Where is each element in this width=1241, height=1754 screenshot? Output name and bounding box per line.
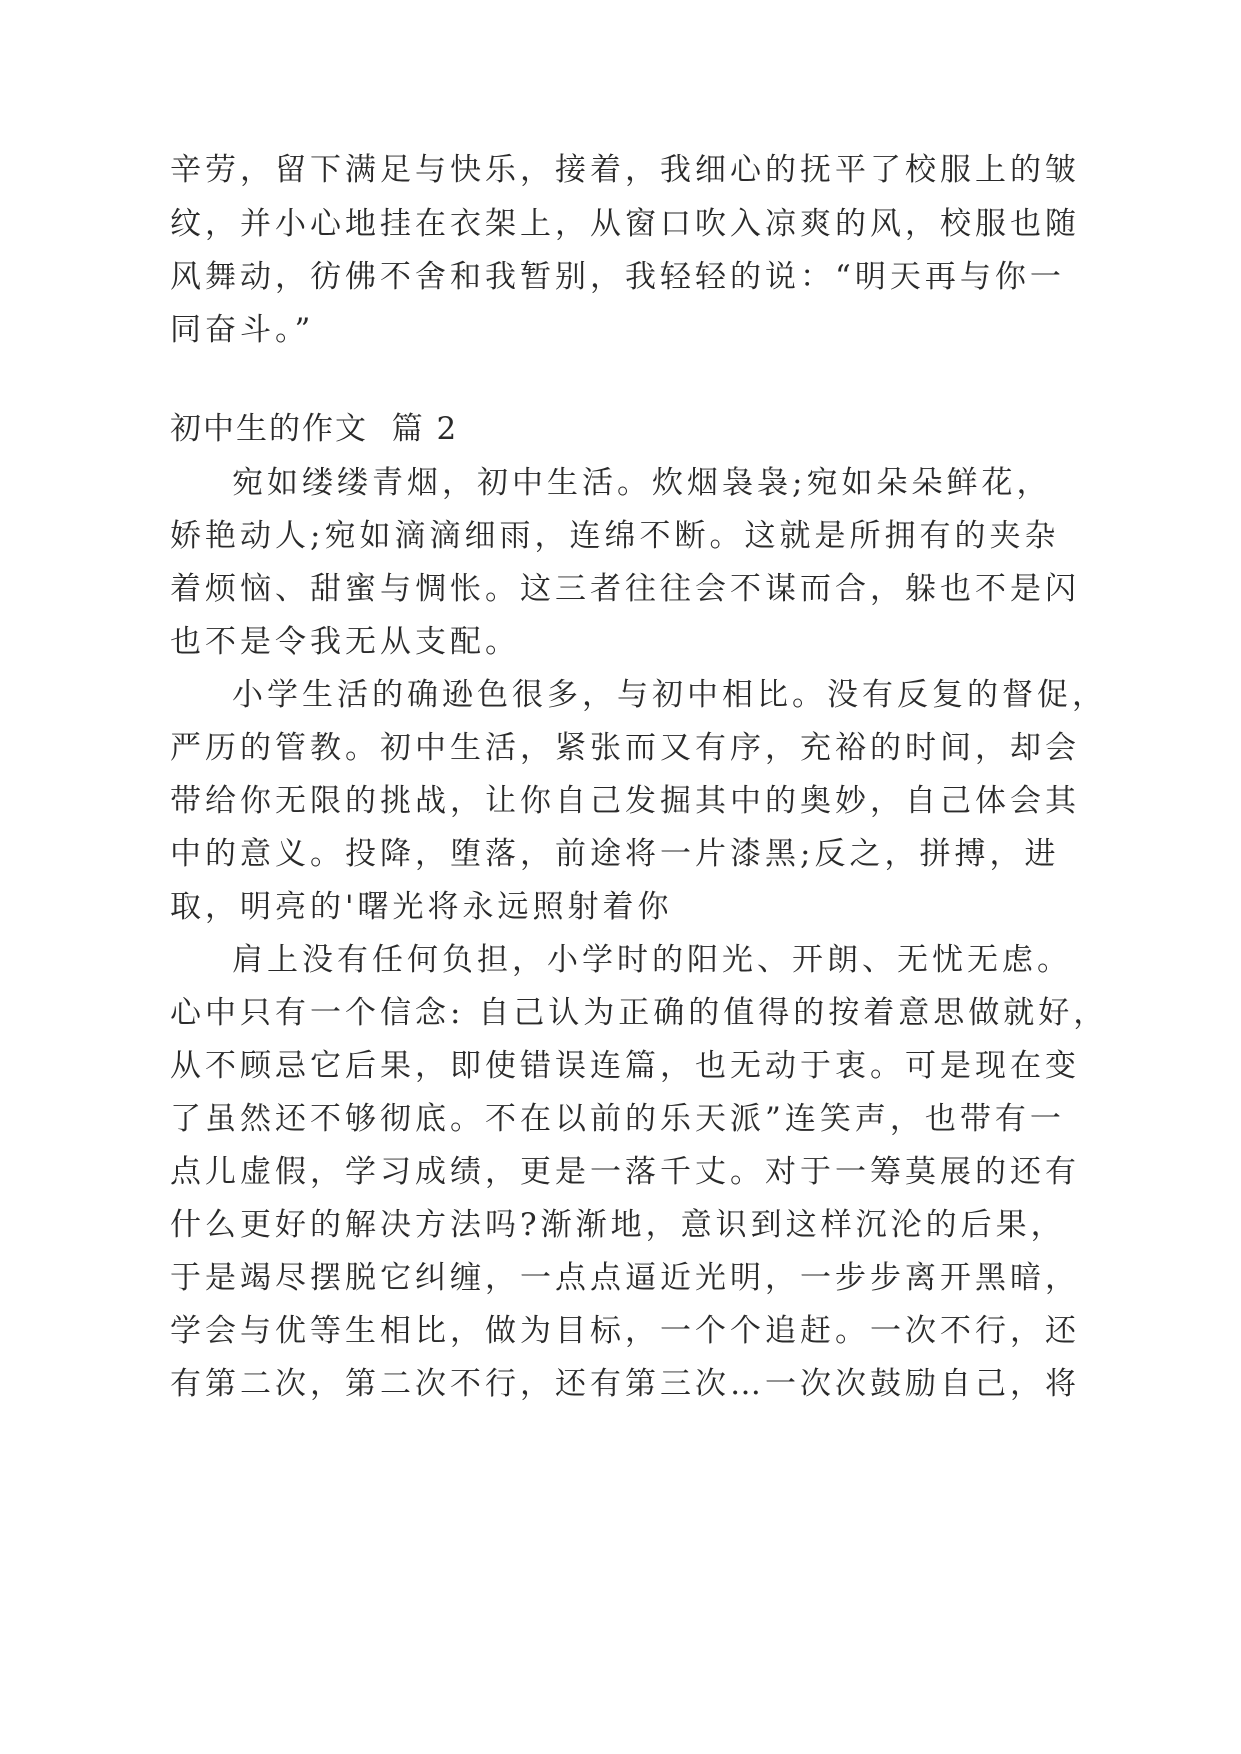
section-heading: 初中生的作文 篇 2 <box>170 411 459 447</box>
text-line: 风舞动，彷佛不舍和我暂别，我轻轻的说：“明天再与你一 <box>170 259 1065 295</box>
text-line: 同奋斗。” <box>170 312 315 348</box>
text-line: 取，明亮的'曙光将永远照射着你 <box>170 889 673 925</box>
text-line: 什么更好的解决方法吗?渐渐地，意识到这样沉沦的后果， <box>170 1207 1066 1243</box>
text-line: 宛如缕缕青烟，初中生活。炊烟袅袅;宛如朵朵鲜花， <box>232 465 1052 501</box>
text-line: 心中只有一个信念: 自己认为正确的值得的按着意思做就好， <box>170 995 1109 1031</box>
text-line: 肩上没有任何负担，小学时的阳光、开朗、无忧无虑。 <box>232 942 1072 978</box>
text-line: 着烦恼、甜蜜与惆怅。这三者往往会不谋而合，躲也不是闪 <box>170 571 1080 607</box>
text-line: 带给你无限的挑战，让你自己发掘其中的奥妙，自己体会其 <box>170 783 1080 819</box>
text-line: 中的意义。投降，堕落，前途将一片漆黑;反之，拼搏，进 <box>170 836 1060 872</box>
text-line: 辛劳，留下满足与快乐，接着，我细心的抚平了校服上的皱 <box>170 152 1080 188</box>
text-line: 点儿虚假，学习成绩，更是一落千丈。对于一筹莫展的还有 <box>170 1154 1080 1190</box>
text-line: 娇艳动人;宛如滴滴细雨，连绵不断。这就是所拥有的夹杂 <box>170 518 1060 554</box>
text-line: 从不顾忌它后果，即使错误连篇，也无动于衷。可是现在变 <box>170 1048 1080 1084</box>
text-line: 了虽然还不够彻底。不在以前的乐天派”连笑声，也带有一 <box>170 1101 1065 1137</box>
text-line: 有第二次，第二次不行，还有第三次…一次次鼓励自己，将 <box>170 1366 1080 1402</box>
text-line: 学会与优等生相比，做为目标，一个个追赶。一次不行，还 <box>170 1313 1080 1349</box>
text-line: 也不是令我无从支配。 <box>170 624 520 660</box>
text-line: 严历的管教。初中生活，紧张而又有序，充裕的时间，却会 <box>170 730 1080 766</box>
text-line: 于是竭尽摆脱它纠缠，一点点逼近光明，一步步离开黑暗， <box>170 1260 1080 1296</box>
text-line: 小学生活的确逊色很多，与初中相比。没有反复的督促， <box>232 677 1107 713</box>
text-line: 纹，并小心地挂在衣架上，从窗口吹入凉爽的风，校服也随 <box>170 206 1080 242</box>
